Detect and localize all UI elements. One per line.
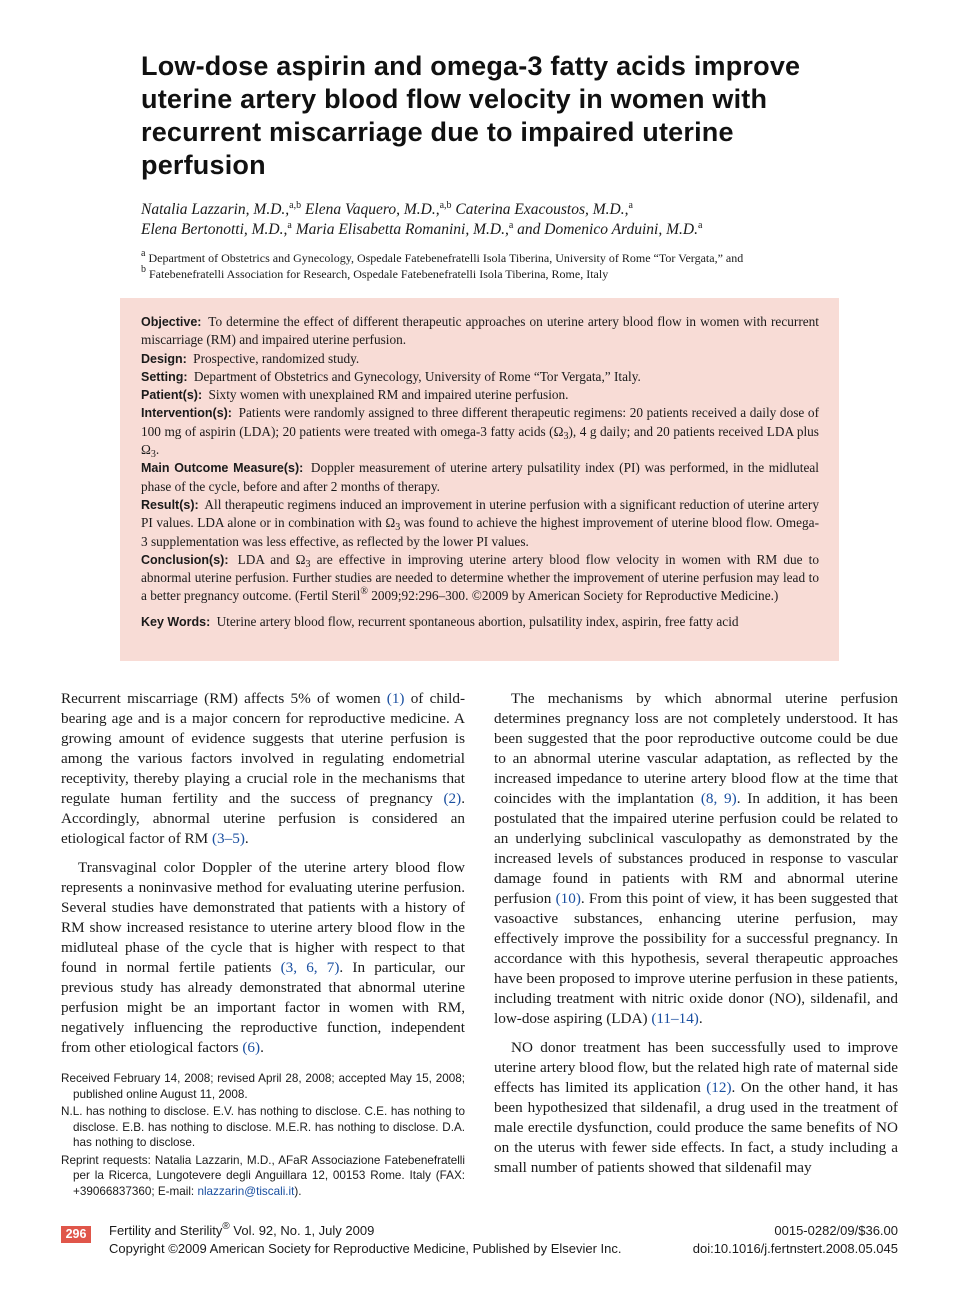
subscript: 3	[150, 449, 156, 461]
paragraph	[61, 689, 465, 849]
author-name: Elena Vaquero, M.D.,	[304, 201, 440, 218]
section-label: Conclusion(s):	[141, 552, 229, 567]
section-label: Setting:	[141, 369, 188, 384]
author-name: Maria Elisabetta Romanini, M.D.,	[295, 221, 509, 238]
abstract-box	[120, 298, 839, 661]
registered-mark: ®	[360, 586, 368, 598]
title-line: perfusion	[141, 150, 266, 180]
paragraph-text: . In addition, it has been postulated that the impaired uterine perfusion could be related to an underlying subclinical vasculopathy as demonstrated by the increased levels of substances produced in response to vascular damage found in patients with RM and abnormal uterine perfusion	[494, 790, 898, 907]
paragraph-text: Transvaginal color Doppler of the uterine artery blood flow represents a noninvasive method for evaluating uterine perfusion. Several studies have demonstrated that patients with a history of RM show increased resistance to uterine artery blood flow in the midluteal phase of the cycle that is higher with respect to that found in normal fertile patients	[61, 859, 465, 976]
doi[interactable]: doi:10.1016/j.fertnstert.2008.05.045	[692, 1241, 898, 1256]
page-number-badge: 296	[61, 1226, 91, 1243]
section-label: Intervention(s):	[141, 406, 232, 421]
paragraph-text: . In particular, our previous study has already demonstrated that abnormal uterine perfusion might be an important factor in women with RM, negatively influencing the reproductive function, independent from other etiological factors	[61, 959, 465, 1056]
abstract-objective	[141, 313, 819, 350]
subscript: 3	[305, 558, 311, 570]
issn-code: 0015-0282/09/$36.00	[774, 1223, 898, 1238]
paragraph-text: . On the other hand, it has been hypothesized that sildenafil, a drug used in the treatment of male erectile dysfunction, could produce the same benefits of NO on the uterus with fewer side effects. In fact, a study including a small number of patients showed that sildenafil may	[494, 1079, 898, 1176]
journal-name: Fertility and Sterility	[109, 1223, 223, 1238]
subscript: 3	[395, 522, 401, 534]
abstract-intervention	[141, 404, 819, 459]
author-name: Natalia Lazzarin, M.D.,	[141, 201, 290, 218]
paragraph-text: of child-bearing age and is a major concern for reproductive medicine. A growing amount of evidence suggests that uterine perfusion is among the various factors involved in regulating endometrial receptivity, thereby playing a crucial role in the mechanisms that regulate human fertility and the success of pregnancy	[61, 690, 466, 807]
reprint-text: Reprint requests: Natalia Lazzarin, M.D., AFaR Associazione Fatebenefratelli per la Ricerca, Lungotevere degli Anguillara 12, 00153 Rome. Italy (FAX: +39066837360; E-mail:	[61, 1153, 465, 1198]
abstract-design	[141, 350, 819, 368]
author-name: and Domenico Arduini, M.D.	[517, 221, 698, 238]
received-dates: Received February 14, 2008; revised April 28, 2008; accepted May 15, 2008; published online August 11, 2008.	[61, 1072, 465, 1101]
paragraph-text: . Accordingly, abnormal uterine perfusion is considered an etiological factor of RM	[61, 790, 465, 847]
citation-link[interactable]: (6)	[242, 1039, 261, 1056]
section-label: Objective:	[141, 315, 202, 329]
reprint-text: ).	[294, 1184, 302, 1198]
section-text: Sixty women with unexplained RM and impaired uterine perfusion.	[208, 387, 569, 403]
section-text: Doppler measurement of uterine artery pulsatility index (PI) was performed, in the midluteal phase of the cycle, before and after 2 months of therapy.	[141, 460, 819, 494]
paragraph-text: Recurrent miscarriage (RM) affects 5% of women	[61, 690, 387, 707]
abstract-keywords	[141, 613, 819, 631]
paragraph-text: .	[244, 830, 249, 847]
citation-link[interactable]: (10)	[555, 890, 581, 907]
paragraph-text: .	[260, 1039, 264, 1056]
section-text: LDA and Ω	[237, 551, 306, 567]
author-name: Caterina Exacoustos, M.D.,	[455, 201, 629, 218]
body-column-right	[494, 689, 898, 1178]
paragraph	[61, 858, 465, 1058]
section-text: Prospective, randomized study.	[193, 350, 360, 366]
section-text: ), 4 g daily; and 20 patients received LDA plus Ω	[141, 423, 819, 458]
journal-citation	[109, 1223, 374, 1238]
citation-link[interactable]: (8, 9)	[700, 790, 737, 807]
section-label: Design:	[141, 351, 187, 366]
author-affil-mark: a	[697, 220, 703, 231]
abstract-conclusions	[141, 551, 819, 606]
abstract-patients	[141, 386, 819, 404]
abstract-results	[141, 496, 819, 551]
affiliation-mark: a	[141, 248, 146, 259]
paragraph-text: The mechanisms by which abnormal uterine perfusion determines pregnancy loss are not completely understood. It has been suggested that the poor reproductive outcome could be due to an abnormal uterine vascular adaptation, as reflected by the increased impedance to uterine artery blood flow at the time that coincides with the implantation	[494, 690, 898, 807]
journal-issue: Vol. 92, No. 1, July 2009	[229, 1223, 375, 1238]
author-line	[141, 200, 841, 220]
section-label: Result(s):	[141, 497, 199, 512]
author-affil-mark: a	[287, 220, 292, 231]
section-text: 2009;92:296–300. ©2009 by American Society for Reproductive Medicine.)	[367, 588, 779, 604]
affiliations	[141, 250, 841, 282]
paragraph	[494, 1038, 898, 1178]
author-affil-mark: a	[628, 200, 633, 211]
article-notes	[61, 1071, 465, 1199]
author-line	[141, 220, 841, 240]
paragraph	[494, 689, 898, 1029]
affiliation	[141, 266, 841, 282]
citation-link[interactable]: (3, 6, 7)	[280, 959, 340, 976]
citation-link[interactable]: (2)	[443, 790, 462, 807]
paragraph-text: .	[698, 1010, 703, 1027]
affiliation-mark: b	[141, 264, 146, 275]
disclosures: N.L. has nothing to disclose. E.V. has nothing to disclose. C.E. has nothing to disclose. E.B. has nothing to disclose. M.E.R. has nothing to disclose. D.A. has nothing to disclose.	[61, 1105, 465, 1149]
section-text: Patients were randomly assigned to three different therapeutic regimens: 20 patients received a daily dose of 100 mg of aspirin (LDA); 20 patients were treated with omega-3 fatty acids (Ω	[141, 405, 819, 439]
section-text: are effective in improving uterine artery blood flow velocity in women with RM due to abnormal uterine perfusion. Further studies are needed to determine whether the improvement of uterine perfusion may lead to a better pregnancy outcome. (Fertil Steril	[141, 551, 819, 604]
author-list	[141, 200, 841, 240]
title-line: recurrent miscarriage due to impaired uterine	[141, 117, 734, 147]
section-label: Main Outcome Measure(s):	[141, 461, 304, 476]
affiliation	[141, 250, 841, 266]
section-text: .	[155, 442, 160, 458]
author-affil-mark: a,b	[289, 200, 302, 211]
author-affil-mark: a	[508, 220, 514, 231]
reprint-requests	[61, 1153, 465, 1200]
abstract-outcome	[141, 459, 819, 496]
section-label: Patient(s):	[141, 388, 203, 403]
subscript: 3	[563, 430, 569, 442]
section-text: Department of Obstetrics and Gynecology, University of Rome “Tor Vergata,” Italy.	[193, 368, 641, 384]
section-text: Uterine artery blood flow, recurrent spontaneous abortion, pulsatility index, aspirin, free fatty acid	[216, 613, 739, 629]
author-name: Elena Bertonotti, M.D.,	[141, 221, 288, 238]
registered-mark: ®	[222, 1221, 230, 1232]
author-affil-mark: a,b	[439, 200, 452, 211]
affiliation-text: Department of Obstetrics and Gynecology, Ospedale Fatebenefratelli Isola Tiberina, University of Rome “Tor Vergata,” and	[148, 251, 744, 265]
title-line: uterine artery blood flow velocity in women with	[141, 84, 768, 114]
email-link[interactable]: nlazzarin@tiscali.it	[197, 1184, 295, 1198]
body-column-left	[61, 689, 465, 1058]
section-text: To determine the effect of different therapeutic approaches on uterine artery blood flow in women with recurrent miscarriage (RM) and impaired uterine perfusion.	[141, 314, 819, 348]
abstract-setting	[141, 368, 819, 386]
citation-link[interactable]: (3–5)	[212, 830, 245, 847]
citation-link[interactable]: (11–14)	[651, 1010, 699, 1027]
article-title	[141, 50, 841, 182]
section-text: was found to achieve the highest improvement of uterine blood flow. Omega-3 supplementation was less effective, as reflected by the lower PI values.	[141, 515, 819, 549]
copyright: Copyright ©2009 American Society for Reproductive Medicine, Published by Elsevier Inc.	[109, 1241, 622, 1256]
paragraph-text: NO donor treatment has been successfully used to improve uterine artery blood flow, but the related high rate of maternal side effects has limited its application	[494, 1039, 898, 1096]
section-text: All therapeutic regimens induced an improvement in uterine perfusion with a significant reduction of uterine artery PI values. LDA alone or in combination with Ω	[141, 496, 820, 531]
citation-link[interactable]: (1)	[386, 690, 405, 707]
paragraph-text: . From this point of view, it has been suggested that vasoactive substances, enhancing uterine perfusion, may effectively improve the possibility for a successful pregnancy. In accordance with this hypothesis, several therapeutic approaches have been proposed to improve uterine perfusion in these patients, including treatment with nitric oxide donor (NO), sildenafil, and low-dose aspiring (LDA)	[494, 890, 898, 1027]
section-label: Key Words:	[141, 614, 211, 629]
affiliation-text: Fatebenefratelli Association for Research, Ospedale Fatebenefratelli Isola Tiberina, Rome, Italy	[149, 267, 609, 281]
title-line: Low-dose aspirin and omega-3 fatty acids improve	[141, 51, 801, 81]
citation-link[interactable]: (12)	[706, 1079, 732, 1096]
